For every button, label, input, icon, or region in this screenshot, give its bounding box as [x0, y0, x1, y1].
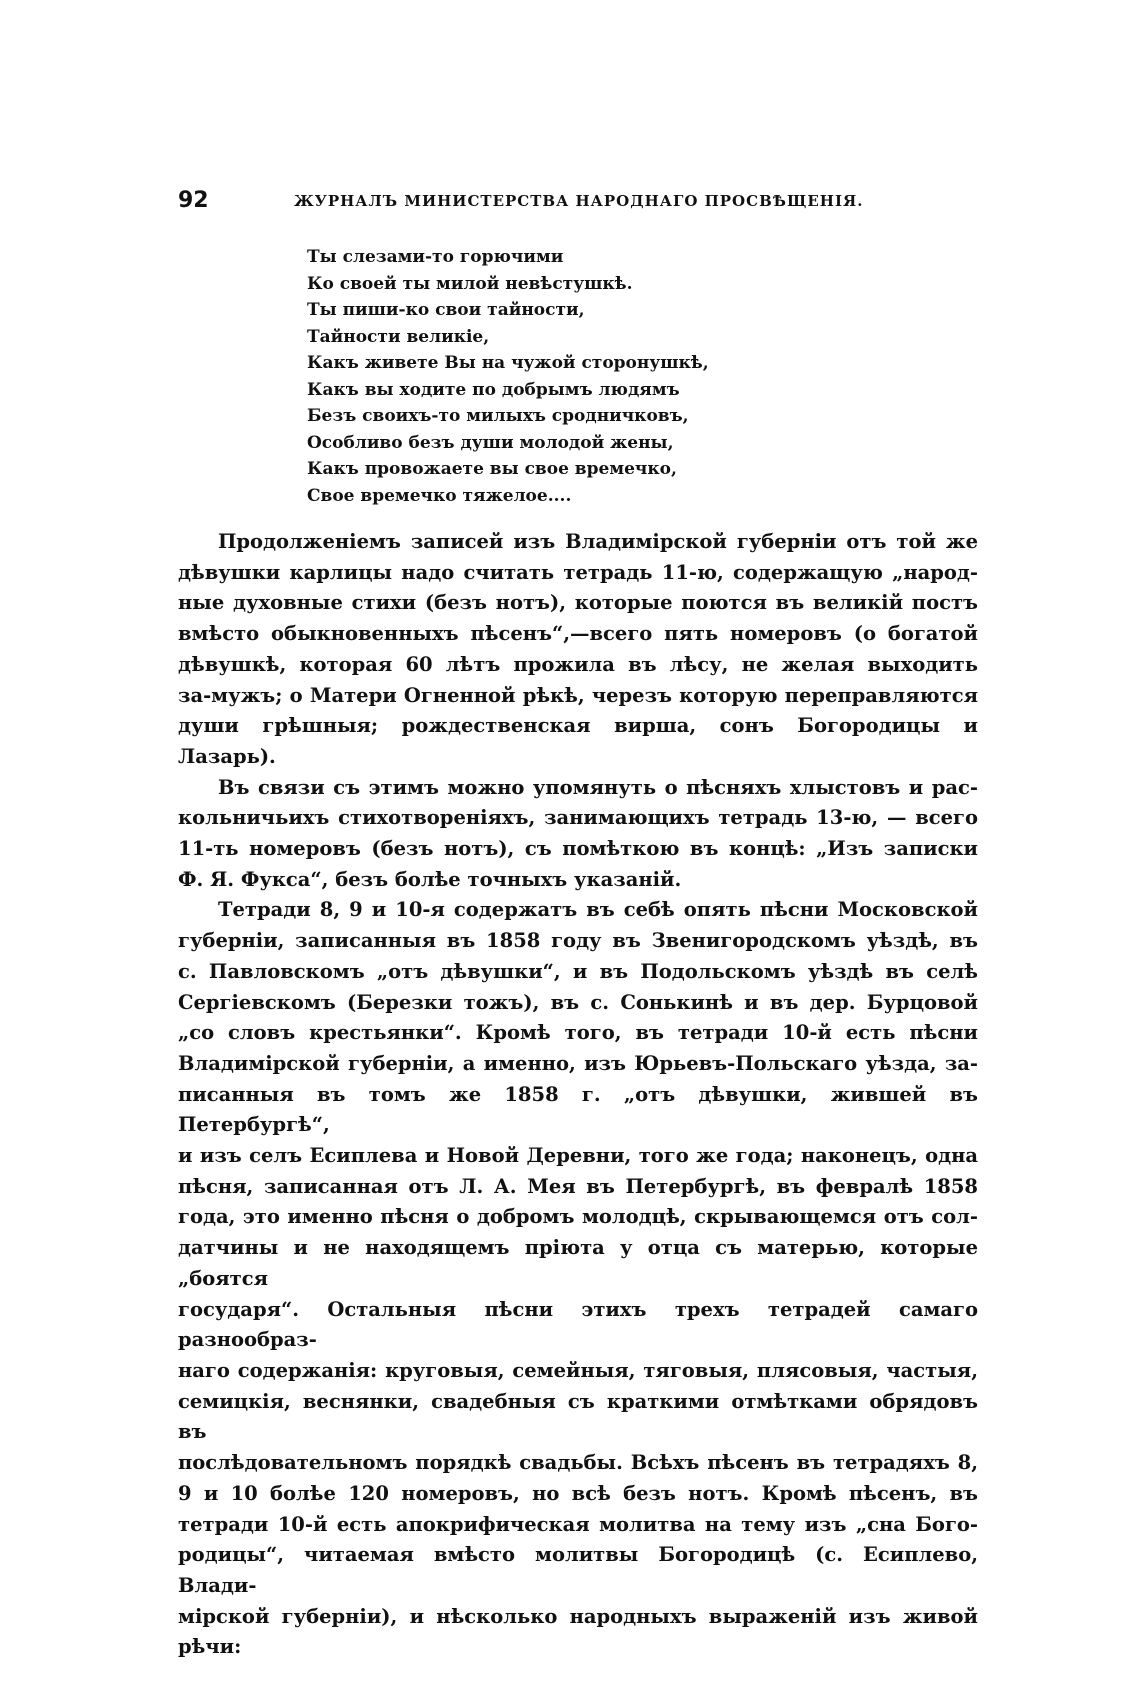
- text-line: семицкія, веснянки, свадебныя съ краткими отмѣтками обрядовъ въ: [178, 1389, 978, 1444]
- poem-line: Тайности великіе,: [307, 326, 490, 347]
- page-number: 92: [178, 188, 209, 213]
- text-line: года, это именно пѣсня о добромъ молодцѣ, скрывающемся отъ сол-: [178, 1205, 978, 1229]
- poem-line: Ты пиши-ко свои тайности,: [307, 300, 585, 320]
- paragraph-1: [178, 527, 978, 773]
- poem-block: [307, 244, 907, 509]
- text-line: за-мужъ; о Матери Огненной рѣкѣ, черезъ которую переправляются: [178, 683, 978, 707]
- poem-line: Ты слезами-то горючими: [307, 247, 564, 267]
- text-line: наго содержанія: круговыя, семейныя, тяговыя, плясовыя, частыя,: [178, 1358, 978, 1382]
- text-line: Сергіевскомъ (Березки тожъ), въ с. Сонькинѣ и въ дер. Бурцовой: [178, 990, 978, 1014]
- text-line: ные духовные стихи (безъ нотъ), которые поются въ великій постъ: [178, 591, 978, 615]
- text-line: Ф. Я. Фукса“, безъ болѣе точныхъ указаній.: [178, 867, 682, 891]
- text-line: Продолженіемъ записей изъ Владимірской губерніи отъ той же: [218, 530, 978, 553]
- poem-line: Какъ провожаете вы свое времечко,: [307, 459, 677, 479]
- text-line: и изъ селъ Есиплева и Новой Деревни, того же года; наконецъ, одна: [178, 1144, 978, 1168]
- text-line: дѣвушки карлицы надо считать тетрадь 11-ю, содержащую „народ-: [178, 560, 978, 584]
- text-line: мірской губерніи), и нѣсколько народныхъ выраженій изъ живой рѣчи:: [178, 1604, 978, 1659]
- text-line: родицы“, читаемая вмѣсто молитвы Богородицѣ (с. Есиплево, Влади-: [178, 1543, 978, 1597]
- poem-line: Ко своей ты милой невѣстушкѣ.: [307, 273, 633, 294]
- poem-line: Какъ вы ходите по добрымъ людямъ: [307, 379, 680, 400]
- text-line: вмѣсто обыкновенныхъ пѣсенъ“,—всего пять номеровъ (о богатой: [178, 622, 978, 646]
- text-line: 9 и 10 болѣе 120 номеровъ, но всѣ безъ нотъ. Кромѣ пѣсенъ, въ: [178, 1481, 978, 1505]
- paragraph-3: [178, 895, 978, 1663]
- text-line: дѣвушкѣ, которая 60 лѣтъ прожила въ лѣсу, не желая выходить: [178, 652, 978, 676]
- body-text: [178, 527, 978, 1663]
- text-line: пѣсня, записанная отъ Л. А. Мея въ Петербургѣ, въ февралѣ 1858: [178, 1174, 978, 1198]
- text-line: государя“. Остальныя пѣсни этихъ трехъ тетрадей самаго разнообраз-: [178, 1297, 978, 1352]
- paragraph-2: [178, 773, 978, 896]
- poem-line: Свое времечко тяжелое....: [307, 485, 572, 506]
- poem-line: Какъ живете Вы на чужой сторонушкѣ,: [307, 353, 709, 373]
- poem-line: Особливо безъ души молодой жены,: [307, 432, 674, 453]
- text-line: 11-ть номеровъ (безъ нотъ), съ помѣткою въ концѣ: „Изъ записки: [178, 837, 978, 861]
- text-line: Въ связи съ этимъ можно упомянуть о пѣсняхъ хлыстовъ и рас-: [218, 775, 978, 799]
- text-line: губерніи, записанныя въ 1858 году въ Звенигородскомъ уѣздѣ, въ: [178, 929, 978, 953]
- text-line: датчины и не находящемъ пріюта у отца съ матерью, которые „боятся: [178, 1236, 978, 1290]
- text-line: послѣдовательномъ порядкѣ свадьбы. Всѣхъ пѣсенъ въ тетрадяхъ 8,: [178, 1451, 978, 1475]
- text-line: Тетради 8, 9 и 10-я содержатъ въ себѣ опять пѣсни Московской: [218, 898, 978, 922]
- poem-line: Безъ своихъ-то милыхъ сродничковъ,: [307, 406, 689, 426]
- text-line: писанныя въ томъ же 1858 г. „отъ дѣвушки, жившей въ Петербургѣ“,: [178, 1082, 978, 1137]
- text-line: „со словъ крестьянки“. Кромѣ того, въ тетради 10-й есть пѣсни: [178, 1021, 978, 1045]
- text-line: Владимірской губерніи, а именно, изъ Юрьевъ-Польскаго уѣзда, за-: [178, 1051, 978, 1075]
- running-title: ЖУРНАЛЪ МИНИСТЕРСТВА НАРОДНАГО ПРОСВѢЩЕНІЯ.: [294, 192, 864, 210]
- text-line: души грѣшныя; рождественская вирша, сонъ Богородицы и Лазарь).: [178, 714, 978, 768]
- text-line: тетради 10-й есть апокрифическая молитва на тему изъ „сна Бого-: [178, 1512, 978, 1536]
- text-line: с. Павловскомъ „отъ дѣвушки“, и въ Подольскомъ уѣздѣ въ селѣ: [178, 959, 978, 983]
- page-header: [178, 188, 978, 218]
- text-line: кольничьихъ стихотвореніяхъ, занимающихъ тетрадь 13-ю, — всего: [178, 806, 978, 830]
